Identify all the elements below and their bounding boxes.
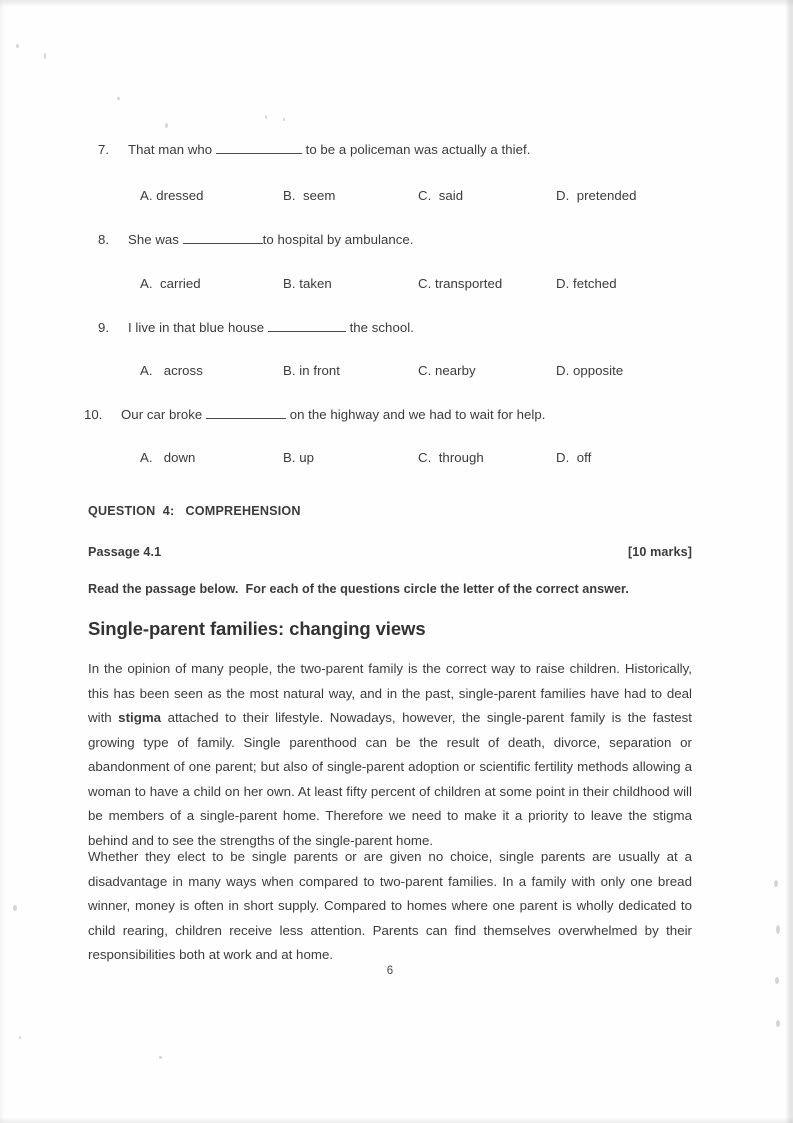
option-d[interactable]: D. opposite [556,363,624,378]
option-b[interactable]: B. in front [283,363,340,378]
scan-bottom-edge-artifact [0,1117,793,1123]
mcq-question-9 [88,318,692,337]
option-a[interactable]: A. dressed [140,188,204,203]
scan-speck [117,97,120,100]
scan-top-edge-artifact [0,0,793,7]
instruction-text: Read the passage below. For each of the questions circle the letter of the correct answer. [88,582,629,596]
passage-label-row [88,545,692,559]
answer-blank [268,320,346,332]
scan-speck [265,115,267,119]
passage-paragraph-1 [88,657,692,853]
scan-speck [165,123,168,128]
option-d[interactable]: D. fetched [556,276,617,291]
scan-speck [19,1036,21,1039]
passage-paragraph-2: Whether they elect to be single parents or are given no choice, single parents are usually at a disadvantage in many ways when compared to two-parent families. In a family with only one bread winner, money is often in short supply. Compared to homes where one parent is wholly dedicated to child rearing, children receive less attention. Parents can find themselves overwhelmed by their responsibilities both at work and at home. [88,849,692,962]
mcq-options-7 [88,186,692,205]
passage-paragraph-2-block [88,845,692,968]
page-number: 6 [386,965,394,977]
passage-paragraph-1-block [88,657,692,853]
passage-title: Single-parent families: changing views [88,618,426,639]
question-stem [88,230,692,249]
mcq-question-7 [88,140,692,159]
scan-speck [774,880,778,887]
scan-left-edge-shadow [0,0,5,1123]
option-c[interactable]: C. through [418,450,484,465]
passage-label: Passage 4.1 [88,545,162,559]
scan-speck [159,1056,162,1059]
mcq-options-9 [88,361,692,380]
paragraph-1-segment-2: attached to their lifestyle. Nowadays, however, the single-parent family is the fastest growing type of family. Single parenthood can be the result of death, divorce, separation or abandonment of one parent; but also of single-parent adoption or scientific fertility methods allowing a woman to have a child on her own. At least fifty percent of children at some point in their childhood will be members of a single-parent home. Therefore we need to make it a priority to leave the stigma behind and to see the strengths of the single-parent home. [88,710,692,848]
question-number: 8. [98,232,110,247]
option-a[interactable]: A. carried [140,276,201,291]
option-a[interactable]: A. across [140,363,203,378]
question-4-heading: QUESTION 4: COMPREHENSION [88,504,301,518]
option-b[interactable]: B. up [283,450,315,465]
scan-speck [776,925,780,934]
scan-speck [775,977,779,984]
question-number: 9. [98,320,110,335]
question-text: Our car broke on the highway and we had to wait for help. [121,407,546,422]
option-c[interactable]: C. nearby [418,363,476,378]
scan-speck [44,53,46,59]
question-stem [88,140,692,159]
scan-speck [16,44,19,48]
mcq-question-8 [88,230,692,249]
mcq-options-8 [88,274,692,293]
answer-blank [183,232,263,244]
option-c[interactable]: C. transported [418,276,503,291]
answer-blank [206,407,286,419]
question-stem [88,318,692,337]
scan-speck [776,1020,780,1027]
mcq-options-10 [88,448,692,467]
paragraph-1-segment-1: In the opinion of many people, the two-parent family is the correct way to raise children. Historically, this has been seen as the most natural way, and in the past, single-parent families have had to deal with [88,661,692,725]
question-stem [81,405,685,424]
section-heading-block [88,504,692,518]
passage-title-block [88,618,692,640]
question-number: 7. [98,142,110,157]
stigma-emphasis: stigma [118,710,162,725]
question-text: That man who to be a policeman was actually a thief. [128,142,531,157]
instruction-block [88,582,692,596]
scan-right-edge-shadow [785,0,793,1123]
mcq-question-10 [81,405,685,424]
scan-speck [283,118,285,121]
answer-blank [216,142,302,154]
option-c[interactable]: C. said [418,188,464,203]
option-b[interactable]: B. seem [283,188,336,203]
option-d[interactable]: D. pretended [556,188,637,203]
question-text: She was to hospital by ambulance. [128,232,414,247]
option-a[interactable]: A. down [140,450,196,465]
marks-badge: [10 marks] [627,545,692,559]
question-text: I live in that blue house the school. [128,320,414,335]
scan-speck [13,905,17,911]
question-number: 10. [84,407,103,422]
option-d[interactable]: D. off [556,450,592,465]
option-b[interactable]: B. taken [283,276,332,291]
